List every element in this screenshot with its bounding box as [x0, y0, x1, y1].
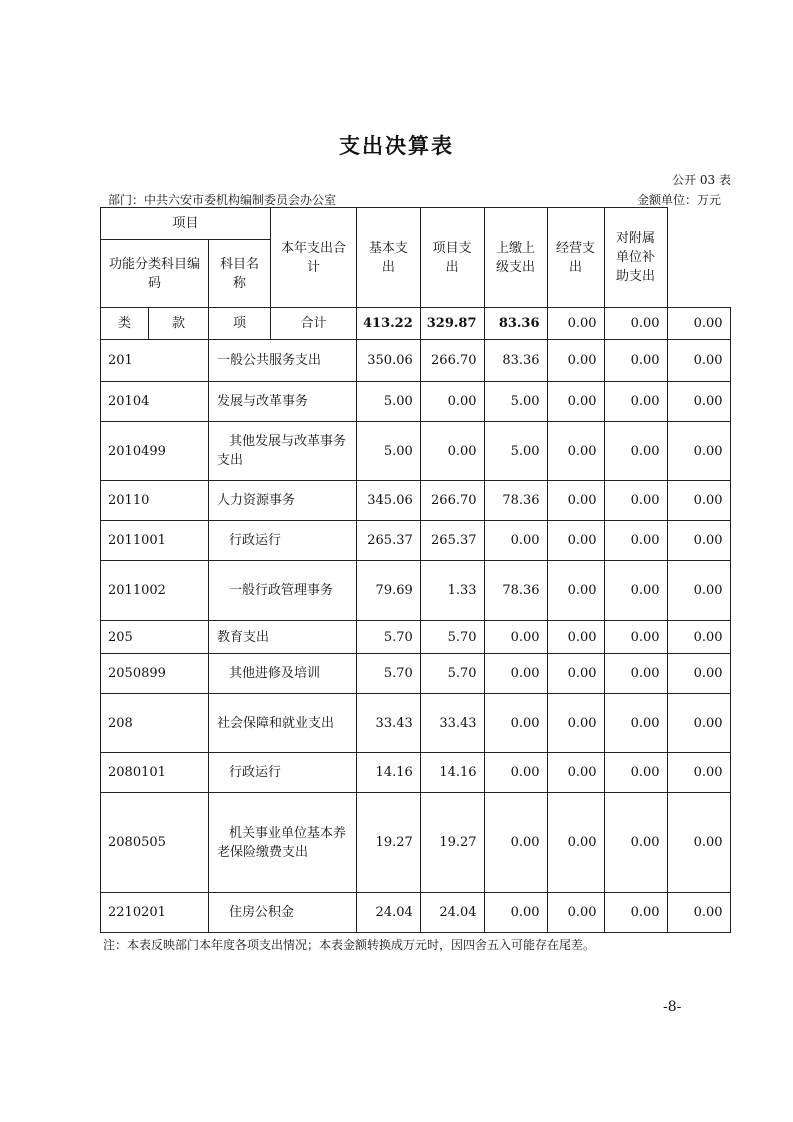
row-business: 0.00 — [604, 521, 667, 561]
row-subsidiary: 0.00 — [667, 654, 730, 694]
table-row — [101, 521, 731, 561]
total-row-subsidiary: 0.00 — [667, 308, 730, 340]
header-business-text: 经营支出 — [556, 240, 596, 275]
row-code: 2011002 — [101, 561, 209, 621]
row-project-exp: 0.00 — [484, 893, 547, 933]
row-subject-name — [209, 654, 357, 694]
row-subject-name — [209, 521, 357, 561]
row-code: 20104 — [101, 382, 209, 422]
row-business: 0.00 — [604, 694, 667, 753]
total-row-basic: 329.87 — [420, 308, 484, 340]
header-subject-name: 科目名称 — [209, 240, 271, 308]
row-business: 0.00 — [604, 654, 667, 694]
row-basic: 19.27 — [420, 793, 484, 893]
row-total: 14.16 — [357, 753, 421, 793]
row-subject-name-text: 一般公共服务支出 — [217, 353, 322, 368]
footnote: 注：本表反映部门本年度各项支出情况；本表金额转换成万元时，因四舍五入可能存在尾差。 — [103, 938, 596, 952]
row-business: 0.00 — [604, 340, 667, 382]
row-upper: 0.00 — [547, 694, 604, 753]
row-basic: 266.70 — [420, 340, 484, 382]
row-subject-name-text: 机关事业单位基本养老保险缴费支出 — [217, 825, 347, 860]
row-subject-name-text: 其他发展与改革事务支出 — [217, 434, 347, 468]
row-subsidiary: 0.00 — [667, 382, 730, 422]
row-business: 0.00 — [604, 561, 667, 621]
row-subsidiary: 0.00 — [667, 621, 730, 654]
row-basic: 266.70 — [420, 481, 484, 521]
table-row — [101, 753, 731, 793]
row-code: 20110 — [101, 481, 209, 521]
row-upper: 0.00 — [547, 893, 604, 933]
header-basic-text: 基本支出 — [368, 240, 408, 275]
row-upper: 0.00 — [547, 753, 604, 793]
header-project-exp — [420, 208, 484, 308]
row-subsidiary: 0.00 — [667, 521, 730, 561]
row-project-exp: 5.00 — [484, 422, 547, 481]
row-project-exp: 0.00 — [484, 793, 547, 893]
row-subject-name — [209, 382, 357, 422]
table-row — [101, 621, 731, 654]
row-code: 2011001 — [101, 521, 209, 561]
row-subject-name-text: 人力资源事务 — [217, 493, 296, 508]
row-upper: 0.00 — [547, 382, 604, 422]
row-code: 2080101 — [101, 753, 209, 793]
header-upper — [484, 208, 547, 308]
row-subsidiary: 0.00 — [667, 422, 730, 481]
table-row — [101, 654, 731, 694]
row-upper: 0.00 — [547, 793, 604, 893]
row-code: 201 — [101, 340, 209, 382]
row-subject-name — [209, 753, 357, 793]
row-subject-name-text: 教育支出 — [217, 629, 270, 645]
row-code: 2010499 — [101, 422, 209, 481]
row-upper: 0.00 — [547, 654, 604, 694]
row-subject-name-text: 一般行政管理事务 — [229, 583, 334, 598]
row-business: 0.00 — [604, 422, 667, 481]
header-total-text: 本年支出合计 — [280, 240, 346, 275]
row-upper: 0.00 — [547, 481, 604, 521]
page-number: -8- — [663, 999, 682, 1015]
total-row-project-exp: 83.36 — [484, 308, 547, 340]
expenditure-table — [100, 207, 731, 933]
department-label: 部门：中共六安市委机构编制委员会办公室 — [108, 193, 337, 207]
row-project-exp: 5.00 — [484, 382, 547, 422]
row-subject-name-text: 其他进修及培训 — [229, 666, 321, 681]
total-row-upper: 0.00 — [547, 308, 604, 340]
table-row — [101, 481, 731, 521]
header-kuan: 款 — [149, 308, 209, 340]
table-row — [101, 694, 731, 753]
row-total: 5.00 — [357, 382, 421, 422]
row-subject-name-text: 住房公积金 — [229, 905, 295, 920]
row-subject-name-text: 行政运行 — [229, 533, 282, 548]
row-subject-name — [209, 893, 357, 933]
row-subject-name — [209, 561, 357, 621]
row-code: 2050899 — [101, 654, 209, 694]
header-upper-text: 上缴上级支出 — [496, 240, 536, 275]
row-project-exp: 0.00 — [484, 753, 547, 793]
row-subject-name-text: 行政运行 — [229, 765, 282, 780]
row-subsidiary: 0.00 — [667, 481, 730, 521]
amount-unit-label: 金额单位：万元 — [636, 193, 721, 207]
table-row — [101, 561, 731, 621]
header-project: 项目 — [101, 208, 271, 240]
row-upper: 0.00 — [547, 561, 604, 621]
row-subject-name — [209, 694, 357, 753]
row-subject-name — [209, 481, 357, 521]
row-subsidiary: 0.00 — [667, 340, 730, 382]
row-upper: 0.00 — [547, 521, 604, 561]
header-subsidiary — [604, 208, 667, 308]
row-project-exp: 83.36 — [484, 340, 547, 382]
row-total: 5.70 — [357, 621, 421, 654]
row-upper: 0.00 — [547, 621, 604, 654]
row-basic: 14.16 — [420, 753, 484, 793]
row-upper: 0.00 — [547, 422, 604, 481]
header-total — [271, 208, 357, 308]
row-basic: 5.70 — [420, 621, 484, 654]
table-row — [101, 793, 731, 893]
row-subsidiary: 0.00 — [667, 694, 730, 753]
row-subject-name — [209, 422, 357, 481]
row-project-exp: 0.00 — [484, 694, 547, 753]
row-business: 0.00 — [604, 481, 667, 521]
document-title: 支出决算表 — [339, 134, 454, 158]
row-business: 0.00 — [604, 753, 667, 793]
row-subject-name — [209, 340, 357, 382]
table-row — [101, 382, 731, 422]
row-basic: 265.37 — [420, 521, 484, 561]
table-row — [101, 422, 731, 481]
row-basic: 24.04 — [420, 893, 484, 933]
row-code: 2210201 — [101, 893, 209, 933]
table-row — [101, 893, 731, 933]
row-business: 0.00 — [604, 621, 667, 654]
header-lei: 类 — [101, 308, 149, 340]
row-total: 5.00 — [357, 422, 421, 481]
row-project-exp: 78.36 — [484, 561, 547, 621]
row-total: 345.06 — [357, 481, 421, 521]
row-total: 33.43 — [357, 694, 421, 753]
row-total: 265.37 — [357, 521, 421, 561]
row-total: 350.06 — [357, 340, 421, 382]
row-code: 205 — [101, 621, 209, 654]
row-total: 24.04 — [357, 893, 421, 933]
row-basic: 5.70 — [420, 654, 484, 694]
row-subsidiary: 0.00 — [667, 753, 730, 793]
header-basic — [357, 208, 421, 308]
row-subject-name-text: 发展与改革事务 — [217, 394, 309, 409]
row-code: 208 — [101, 694, 209, 753]
total-row-business: 0.00 — [604, 308, 667, 340]
row-basic: 33.43 — [420, 694, 484, 753]
total-row-total: 413.22 — [357, 308, 421, 340]
table-row — [101, 340, 731, 382]
form-number: 公开 03 表 — [672, 173, 731, 187]
row-business: 0.00 — [604, 382, 667, 422]
header-business — [547, 208, 604, 308]
row-total: 19.27 — [357, 793, 421, 893]
row-subject-name — [209, 621, 357, 654]
row-business: 0.00 — [604, 893, 667, 933]
row-total: 79.69 — [357, 561, 421, 621]
row-basic: 1.33 — [420, 561, 484, 621]
row-subject-name-text: 社会保障和就业支出 — [217, 715, 335, 731]
header-project-exp-text: 项目支出 — [432, 240, 472, 275]
row-business: 0.00 — [604, 793, 667, 893]
total-row-label: 合计 — [271, 308, 357, 340]
row-basic: 0.00 — [420, 422, 484, 481]
row-project-exp: 0.00 — [484, 621, 547, 654]
row-project-exp: 0.00 — [484, 521, 547, 561]
header-func-code: 功能分类科目编码 — [101, 240, 209, 308]
row-subsidiary: 0.00 — [667, 561, 730, 621]
row-upper: 0.00 — [547, 340, 604, 382]
row-total: 5.70 — [357, 654, 421, 694]
row-project-exp: 0.00 — [484, 654, 547, 694]
row-project-exp: 78.36 — [484, 481, 547, 521]
header-xiang: 项 — [209, 308, 271, 340]
row-subsidiary: 0.00 — [667, 793, 730, 893]
row-subject-name — [209, 793, 357, 893]
row-code: 2080505 — [101, 793, 209, 893]
row-subsidiary: 0.00 — [667, 893, 730, 933]
row-basic: 0.00 — [420, 382, 484, 422]
header-subsidiary-text: 对附属单位补助支出 — [616, 231, 656, 284]
